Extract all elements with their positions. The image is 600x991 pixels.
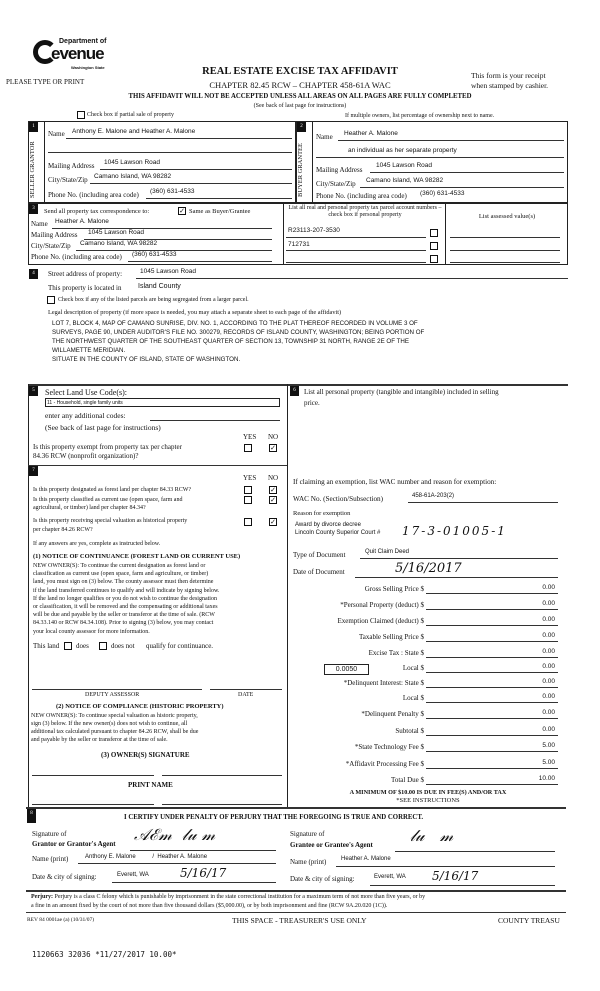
historic-question-2: per chapter 84.26 RCW? bbox=[33, 527, 93, 533]
forest-yes-checkbox[interactable] bbox=[244, 486, 252, 494]
see-back: (See back of last page for instructions) bbox=[253, 103, 347, 109]
seller-phone-field[interactable]: (360) 631-4533 bbox=[150, 188, 195, 195]
perjury-notice: Perjury: Perjury is a class C felony which is punishable by imprisonment in the state correctional institution for a maximum term of not more than five years, or by bbox=[31, 894, 426, 900]
seller-label: SELLER GRANTOR bbox=[29, 141, 36, 199]
buyer-name-2-field[interactable]: an individual as her separate property bbox=[348, 147, 457, 154]
please-type: PLEASE TYPE OR PRINT bbox=[6, 78, 85, 86]
notice-compliance-title: (2) NOTICE OF COMPLIANCE (HISTORIC PROPERTY) bbox=[56, 703, 224, 710]
financial-label: *Personal Property (deduct) $ bbox=[340, 601, 424, 609]
does-qualify-checkbox[interactable] bbox=[64, 642, 72, 650]
financial-value[interactable]: 0.00 bbox=[542, 693, 555, 700]
grantor-sig-label: Signature of bbox=[32, 830, 67, 838]
legal-desc-label: Legal description of property (if more space is needed, you may attach a separate sheet to each page of the affidavit) bbox=[48, 309, 342, 316]
doc-date-label: Date of Document bbox=[293, 568, 345, 576]
yes-header: YES bbox=[243, 433, 257, 441]
reason-line-2[interactable]: Lincoln County Superior Court # bbox=[295, 530, 381, 536]
financial-label: *Delinquent Interest: State $ bbox=[343, 679, 424, 687]
partial-sale-label: Check box if partial sale of property bbox=[87, 112, 174, 118]
cashier-stamp: 1120663 32036 *11/27/2017 10.00* bbox=[32, 950, 177, 959]
case-number-handwritten: 17-3-01005-1 bbox=[402, 524, 507, 538]
additional-codes-label: enter any additional codes: bbox=[45, 411, 126, 420]
notice-compliance-text: NEW OWNER(S): To continue special valuation as historic property, sign (3) below. If the new owner(s) does not wish to continue, all additional tax calculated pursuant to chapter 84.26 RCW, shall be due and payable by the seller or transferor at the time of sale. bbox=[31, 713, 199, 743]
segregated-checkbox[interactable] bbox=[47, 296, 55, 304]
same-as-buyer-label: Same as Buyer/Grantee bbox=[189, 208, 251, 215]
does-label: does bbox=[76, 642, 89, 650]
financial-label: *State Technology Fee $ bbox=[354, 743, 424, 751]
seller-city-field[interactable]: Camano Island, WA 98282 bbox=[94, 173, 172, 180]
current-use-no-checkbox[interactable]: ✓ bbox=[270, 496, 276, 504]
send-correspondence-label: Send all property tax correspondence to: bbox=[44, 208, 150, 215]
segregated-label: Check box if any of the listed parcels are being segregated from a larger parcel. bbox=[58, 297, 249, 303]
buyer-mailing-label: Mailing Address bbox=[316, 166, 363, 174]
corr-name-field[interactable]: Heather A. Malone bbox=[55, 218, 109, 225]
financial-label: Total Due $ bbox=[391, 776, 424, 784]
date-label: DATE bbox=[238, 692, 254, 698]
financial-value[interactable]: 5.00 bbox=[542, 742, 555, 749]
no-header-7: NO bbox=[268, 474, 279, 482]
financial-value[interactable]: 0.00 bbox=[542, 600, 555, 607]
corr-name-label: Name bbox=[31, 220, 48, 228]
county-field[interactable]: Island County bbox=[138, 283, 181, 290]
seller-phone-label: Phone No. (including area code) bbox=[48, 191, 139, 199]
financial-label: Exemption Claimed (deduct) $ bbox=[337, 617, 424, 625]
wac-label: WAC No. (Section/Subsection) bbox=[293, 495, 384, 503]
historic-question: Is this property receiving special valuation as historical property bbox=[33, 518, 188, 524]
doc-type-field[interactable]: Quit Claim Deed bbox=[365, 549, 410, 555]
county-treasurer-label: COUNTY TREASU bbox=[498, 916, 560, 925]
personal-property-label: List all personal property (tangible and intangible) included in selling bbox=[304, 388, 499, 396]
assessed-header: List assessed value(s) bbox=[478, 213, 536, 220]
owner-signature-label: (3) OWNER(S) SIGNATURE bbox=[101, 751, 190, 759]
grantee-date-city-label: Date & city of signing: bbox=[290, 875, 355, 883]
corr-mailing-label: Mailing Address bbox=[31, 231, 78, 239]
this-land-label: This land bbox=[33, 642, 60, 650]
located-label: This property is located in bbox=[48, 284, 122, 292]
does-not-qualify-checkbox[interactable] bbox=[99, 642, 107, 650]
grantor-sig-label-2: Grantor or Grantor's Agent bbox=[32, 840, 116, 848]
grantee-name-label: Name (print) bbox=[290, 858, 327, 866]
seller-mailing-label: Mailing Address bbox=[48, 162, 95, 170]
section-2-marker: 2 bbox=[297, 122, 306, 132]
historic-yes-checkbox[interactable] bbox=[244, 518, 252, 526]
buyer-name-label: Name bbox=[316, 133, 333, 141]
seller-name-label: Name bbox=[48, 130, 65, 138]
multiple-owners-note: If multiple owners, list percentage of ownership next to name. bbox=[345, 113, 495, 119]
exempt-no-checkbox[interactable]: ✓ bbox=[270, 444, 276, 452]
wac-field[interactable]: 458-61A-203(2) bbox=[412, 493, 455, 499]
financial-value[interactable]: 0.00 bbox=[542, 632, 555, 639]
yes-header-7: YES bbox=[243, 474, 257, 482]
receipt-note-2: when stamped by cashier. bbox=[471, 81, 549, 90]
buyer-phone-field[interactable]: (360) 631-4533 bbox=[420, 190, 465, 197]
grantor-name-label: Name (print) bbox=[32, 855, 69, 863]
financial-value[interactable]: 0.00 bbox=[542, 648, 555, 655]
qualify-label: qualify for continuance. bbox=[146, 642, 214, 650]
section-6-marker: 6 bbox=[290, 386, 299, 396]
parcel-header: List all real and personal property tax parcel account numbers – check box if personal property bbox=[288, 205, 442, 218]
land-use-label: Select Land Use Code(s): bbox=[45, 388, 127, 397]
print-name-label: PRINT NAME bbox=[128, 781, 173, 789]
exempt-question: Is this property exempt from property tax per chapter bbox=[33, 443, 182, 451]
section-1-marker: 1 bbox=[29, 122, 38, 132]
financial-label: Local $ bbox=[402, 664, 424, 672]
financial-value[interactable]: 10.00 bbox=[538, 775, 555, 782]
financial-value[interactable]: 0.00 bbox=[542, 584, 555, 591]
seller-mailing-field[interactable]: 1045 Lawson Road bbox=[104, 159, 161, 166]
form-revision: REV 84 0001ae (a) (10/31/07) bbox=[27, 917, 95, 923]
treasurer-use-label: THIS SPACE - TREASURER'S USE ONLY bbox=[232, 916, 367, 925]
partial-sale-checkbox[interactable] bbox=[77, 111, 85, 119]
financial-label: *Affidavit Processing Fee $ bbox=[345, 760, 424, 768]
buyer-city-label: City/State/Zip bbox=[316, 180, 356, 188]
parcel-1-personal-checkbox[interactable] bbox=[430, 229, 438, 237]
see-instructions-note: *SEE INSTRUCTIONS bbox=[396, 797, 460, 804]
buyer-city-field[interactable]: Camano Island, WA 98282 bbox=[366, 177, 444, 184]
form-title: REAL ESTATE EXCISE TAX AFFIDAVIT bbox=[202, 66, 398, 77]
grantee-sig-label: Signature of bbox=[290, 830, 325, 838]
grantor-city-field[interactable]: Everett, WA bbox=[117, 872, 149, 878]
financial-value[interactable]: 0.00 bbox=[542, 678, 555, 685]
forest-land-question: Is this property designated as forest land per chapter 84.33 RCW? bbox=[33, 487, 192, 493]
notice-continuance-text: NEW OWNER(S): To continue the current designation as forest land or classification as current use (open space, farm and agriculture, or timber) land, you must sign on (3) below. The county assessor must then determine if the land transferred continues to qualify and will indicate by signing below. If the land no longer qualifies or you do not wish to continue the designation or classification, it will be removed and the compensating or additional taxes will be due and payable by the seller or transferor at the time of sale. (RCW 84.33.140 or RCW 84.34.108). Prior to signing (3) below, you may contact your local county assessor for more information. bbox=[33, 563, 220, 635]
doc-date-handwritten: 5/16/2017 bbox=[395, 561, 462, 576]
financial-value[interactable]: 0.00 bbox=[542, 616, 555, 623]
parcel-1-field[interactable]: R23113-207-3530 bbox=[288, 227, 340, 234]
forest-no-checkbox[interactable]: ✓ bbox=[270, 486, 276, 494]
financial-label: Gross Selling Price $ bbox=[364, 585, 424, 593]
local-rate-field[interactable]: 0.0050 bbox=[324, 664, 369, 675]
buyer-phone-label: Phone No. (including area code) bbox=[316, 192, 407, 200]
parcel-3-personal-checkbox[interactable] bbox=[430, 255, 438, 263]
seller-city-label: City/State/Zip bbox=[48, 176, 88, 184]
grantor-names-field[interactable]: Anthony E. Malone / Heather A. Malone bbox=[85, 854, 208, 860]
street-address-label: Street address of property: bbox=[48, 270, 123, 278]
corr-phone-label: Phone No. (including area code) bbox=[31, 253, 122, 261]
reason-label: Reason for exemption bbox=[293, 510, 351, 517]
historic-no-checkbox[interactable]: ✓ bbox=[270, 518, 276, 526]
receipt-note: This form is your receipt bbox=[471, 71, 546, 80]
no-header: NO bbox=[268, 433, 279, 441]
see-back-instructions: (See back of last page for instructions) bbox=[45, 423, 161, 432]
parcel-2-personal-checkbox[interactable] bbox=[430, 242, 438, 250]
section-5-marker: 5 bbox=[29, 386, 38, 396]
deputy-assessor-label: DEPUTY ASSESSOR bbox=[85, 692, 140, 698]
minimum-due-note: A MINIMUM OF $10.00 IS DUE IN FEE(S) AND/OR TAX bbox=[349, 789, 507, 796]
personal-property-label-2: price. bbox=[304, 399, 320, 407]
land-use-code-select[interactable]: 11 - Household, single family units bbox=[45, 398, 280, 407]
section-3-marker: 3 bbox=[29, 204, 38, 214]
certify-statement: I CERTIFY UNDER PENALTY OF PERJURY THAT THE FOREGOING IS TRUE AND CORRECT. bbox=[124, 814, 424, 821]
financial-value[interactable]: 0.00 bbox=[542, 709, 555, 716]
current-use-question: Is this property classified as current use (open space, farm and bbox=[33, 497, 183, 503]
buyer-label: BUYER GRANTEE bbox=[297, 143, 304, 197]
section-7-marker: 7 bbox=[29, 466, 38, 476]
perjury-notice-2: a fine in an amount fixed by the court of not more than five thousand dollars ($5,000.00), or by both imprisonment and fine (RCW 9A.20.020 (1C)). bbox=[31, 903, 388, 909]
corr-mailing-field[interactable]: 1045 Lawson Road bbox=[88, 229, 145, 236]
corr-city-field[interactable]: Camano Island, WA 98282 bbox=[80, 240, 158, 247]
grantor-date-handwritten: 5/16/17 bbox=[180, 866, 227, 880]
financial-label: Subtotal $ bbox=[395, 727, 424, 735]
corr-city-label: City/State/Zip bbox=[31, 242, 71, 250]
financial-label: Excise Tax : State $ bbox=[368, 649, 424, 657]
grantee-date-handwritten: 5/16/17 bbox=[432, 869, 479, 883]
dor-logo: Department of evenue Washington State bbox=[33, 38, 113, 74]
current-use-yes-checkbox[interactable] bbox=[244, 496, 252, 504]
corr-phone-field[interactable]: (360) 631-4533 bbox=[132, 251, 177, 258]
exempt-yes-checkbox[interactable] bbox=[244, 444, 252, 452]
legal-description: LOT 7, BLOCK 4, MAP OF CAMANO SUNRISE, DIV. NO. 1, ACCORDING TO THE PLAT THEREOF RECORDED IN VOLUME 3 OF SURVEYS, PAGE 90, UNDER AUDITOR'S FILE NO. 300279, RECORDS OF ISLAND COUNTY, WASHINGTON; BEING PORTION OF THE NORTHWEST QUARTER OF THE SOUTHEAST QUARTER OF SECTION 13, TOWNSHIP 31 NORTH, RANGE 2E OF THE WILLAMETTE MERIDIAN. SITUATE IN THE COUNTY OF ISLAND, STATE OF WASHINGTON. bbox=[52, 320, 425, 363]
reason-line-1[interactable]: Award by divorce decree bbox=[295, 522, 361, 528]
does-not-label: does not bbox=[111, 642, 135, 650]
warning: THIS AFFIDAVIT WILL NOT BE ACCEPTED UNLESS ALL AREAS ON ALL PAGES ARE FULLY COMPLETED bbox=[128, 93, 472, 100]
street-address-field[interactable]: 1045 Lawson Road bbox=[140, 268, 197, 275]
current-use-question-2: agricultural, or timber) land per chapter 84.34? bbox=[33, 505, 146, 511]
exempt-question-2: 84.36 RCW (nonprofit organization)? bbox=[33, 452, 139, 460]
grantee-name-field[interactable]: Heather A. Malone bbox=[341, 856, 391, 862]
financial-label: *Delinquent Penalty $ bbox=[361, 710, 424, 718]
grantee-city-field[interactable]: Everett, WA bbox=[374, 874, 406, 880]
doc-type-label: Type of Document bbox=[293, 551, 346, 559]
exemption-claim-label: If claiming an exemption, list WAC number and reason for exemption: bbox=[293, 478, 497, 486]
section-8-marker: 8 bbox=[27, 809, 36, 823]
if-yes-note: If any answers are yes, complete as instructed below. bbox=[33, 541, 161, 547]
seller-name-field[interactable]: Anthony E. Malone and Heather A. Malone bbox=[72, 128, 196, 135]
financial-label: Taxable Selling Price $ bbox=[358, 633, 424, 641]
chapter: CHAPTER 82.45 RCW – CHAPTER 458-61A WAC bbox=[209, 80, 391, 90]
financial-value[interactable]: 5.00 bbox=[542, 759, 555, 766]
financial-label: Local $ bbox=[402, 694, 424, 702]
buyer-mailing-field[interactable]: 1045 Lawson Road bbox=[376, 162, 433, 169]
grantor-signature[interactable]: 𝒜ℰ𝓂 𝓁𝓊 𝓂 bbox=[134, 825, 216, 844]
grantee-sig-label-2: Grantee or Grantee's Agent bbox=[290, 841, 373, 849]
grantee-signature[interactable]: 𝓁𝓊 𝓂 bbox=[410, 826, 454, 845]
grantor-date-city-label: Date & city of signing: bbox=[32, 873, 97, 881]
financial-value[interactable]: 0.00 bbox=[542, 726, 555, 733]
buyer-name-field[interactable]: Heather A. Malone bbox=[344, 130, 398, 137]
section-4-marker: 4 bbox=[29, 269, 38, 279]
financial-value[interactable]: 0.00 bbox=[542, 663, 555, 670]
notice-continuance-title: (1) NOTICE OF CONTINUANCE (FOREST LAND OR CURRENT USE) bbox=[33, 553, 241, 560]
same-as-buyer-checkbox[interactable]: ✓ bbox=[179, 207, 185, 215]
parcel-2-field[interactable]: 712731 bbox=[288, 241, 310, 248]
